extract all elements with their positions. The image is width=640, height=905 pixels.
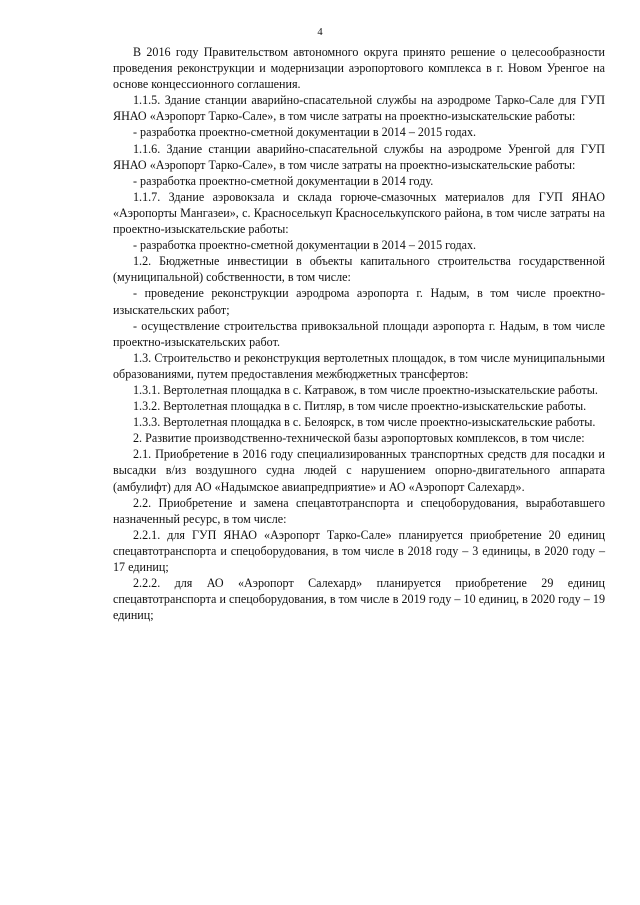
paragraph-1-3: 1.3. Строительство и реконструкция вертолетных площадок, в том числе муниципальными образованиями, путем предоставления межбюджетных трансфертов: (113, 350, 605, 381)
paragraph-2-2-2: 2.2.2. для АО «Аэропорт Салехард» планируется приобретение 29 единиц спецавтотранспорта и спецоборудования, в том числе в 2019 году – 10 единиц, в 2020 году – 19 единиц; (113, 576, 605, 623)
document-body (113, 44, 605, 623)
paragraph-1-1-5: 1.1.5. Здание станции аварийно-спасательной службы на аэродроме Тарко-Сале для ГУП ЯНАО «Аэропорт Тарко-Сале», в том числе затраты на проектно-изыскательские работы: (113, 93, 605, 124)
paragraph-1-3-1: 1.3.1. Вертолетная площадка в с. Катравож, в том числе проектно-изыскательские работы. (133, 382, 598, 397)
paragraph-1-3-2: 1.3.2. Вертолетная площадка в с. Питляр, в том числе проектно-изыскательские работы. (133, 399, 587, 414)
paragraph-1-2-item-station-square: - осуществление строительства привокзальной площади аэропорта г. Надым, в том числе проектно-изыскательских работ. (113, 318, 605, 349)
paragraph-1-2-item-reconstruction: - проведение реконструкции аэродрома аэропорта г. Надым, в том числе проектно-изыскательских работ; (113, 286, 605, 317)
paragraph-2: 2. Развитие производственно-технической базы аэропортовых комплексов, в том числе: (133, 431, 585, 446)
paragraph-1-1-7-item: - разработка проектно-сметной документации в 2014 – 2015 годах. (133, 238, 477, 253)
paragraph-2-2: 2.2. Приобретение и замена спецавтотранспорта и спецоборудования, выработавшего назначенный ресурс, в том числе: (113, 495, 605, 526)
paragraph-1-3-3: 1.3.3. Вертолетная площадка в с. Белоярск, в том числе проектно-изыскательские работы. (133, 415, 596, 430)
paragraph-2-1: 2.1. Приобретение в 2016 году специализированных транспортных средств для посадки и высадки в/из воздушного судна людей с нарушением опорно-двигательного аппарата (амбулифт) для АО «Надымское авиапредприятие» и АО «Аэропорт Салехард». (113, 447, 605, 494)
page-number: 4 (317, 27, 323, 38)
paragraph-1-1-6: 1.1.6. Здание станции аварийно-спасательной службы на аэродроме Уренгой для ГУП ЯНАО «Аэропорт Тарко-Сале», в том числе затраты на проектно-изыскательские работы: (113, 141, 605, 172)
paragraph-1-2: 1.2. Бюджетные инвестиции в объекты капитального строительства государственной (муниципальной) собственности, в том числе: (113, 254, 605, 285)
paragraph-1-1-5-item: - разработка проектно-сметной документации в 2014 – 2015 годах. (133, 125, 477, 140)
paragraph-1-1-7: 1.1.7. Здание аэровокзала и склада горюче-смазочных материалов для ГУП ЯНАО «Аэропорты Мангазеи», с. Красноселькуп Красноселькупского района, в том числе затраты на проектно-изыскательские работы: (113, 189, 605, 237)
paragraph-1-1-6-item: - разработка проектно-сметной документации в 2014 году. (133, 173, 434, 188)
paragraph-concession: В 2016 году Правительством автономного округа принято решение о целесообразности проведения реконструкции и модернизации аэропортового комплекса в г. Новом Уренгое на основе концессионного соглашения. (113, 45, 605, 92)
paragraph-2-2-1: 2.2.1. для ГУП ЯНАО «Аэропорт Тарко-Сале» планируется приобретение 20 единиц спецавтотранспорта и спецоборудования, в том числе в 2018 году – 3 единицы, в 2020 году – 17 единиц; (113, 527, 605, 574)
